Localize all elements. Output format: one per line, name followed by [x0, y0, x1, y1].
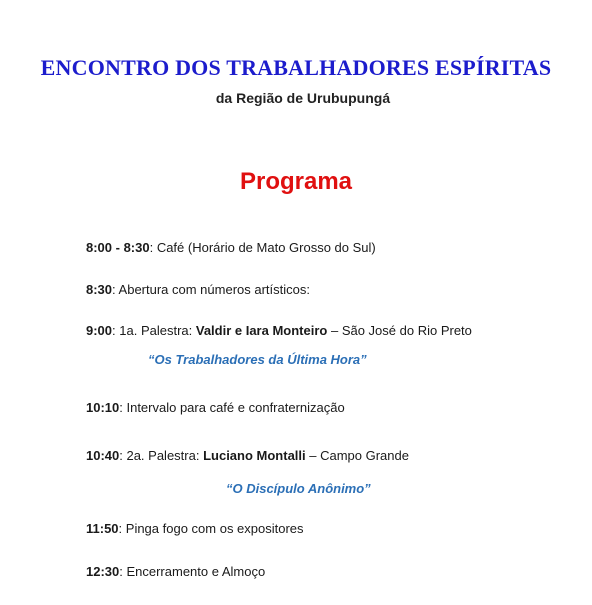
program-item-time: 12:30: [86, 564, 120, 579]
event-subtitle: da Região de Urubupungá: [215, 90, 391, 106]
talk-title-1: “Os Trabalhadores da Última Hora”: [148, 352, 367, 367]
program-item-time: 9:00: [86, 323, 113, 338]
program-item-time: 8:30: [86, 282, 113, 297]
program-item-intervalo: [86, 400, 345, 416]
speaker-location: – São José do Rio Preto: [327, 323, 472, 338]
program-item-text: : Café (Horário de Mato Grosso do Sul): [149, 240, 376, 255]
program-item-palestra-2: [86, 448, 409, 464]
talk-title-2: “O Discípulo Anônimo”: [226, 481, 371, 496]
program-item-text: : Intervalo para café e confraternização: [119, 400, 345, 415]
program-item-prefix: : 2a. Palestra:: [119, 448, 204, 463]
program-item-palestra-1: [86, 323, 472, 339]
program-item-time: 10:40: [86, 448, 120, 463]
program-item-prefix: : 1a. Palestra:: [112, 323, 196, 338]
program-item-time: 10:10: [86, 400, 120, 415]
program-heading: Programa: [239, 168, 353, 195]
program-item-text: : Abertura com números artísticos:: [112, 282, 310, 297]
program-item-abertura: [86, 282, 310, 298]
program-item-text: : Pinga fogo com os expositores: [118, 521, 304, 536]
event-title: ENCONTRO DOS TRABALHADORES ESPÍRITAS: [40, 55, 552, 80]
program-item-time: 8:00 - 8:30: [86, 240, 150, 255]
program-item-cafe: [86, 240, 376, 256]
program-item-encerramento: [86, 564, 265, 580]
speaker-location: – Campo Grande: [305, 448, 409, 463]
program-item-text: : Encerramento e Almoço: [119, 564, 266, 579]
program-item-pinga-fogo: [86, 521, 304, 537]
program-item-time: 11:50: [86, 521, 119, 536]
speaker-name: Valdir e Iara Monteiro: [195, 323, 328, 338]
speaker-name: Luciano Montalli: [203, 448, 306, 463]
